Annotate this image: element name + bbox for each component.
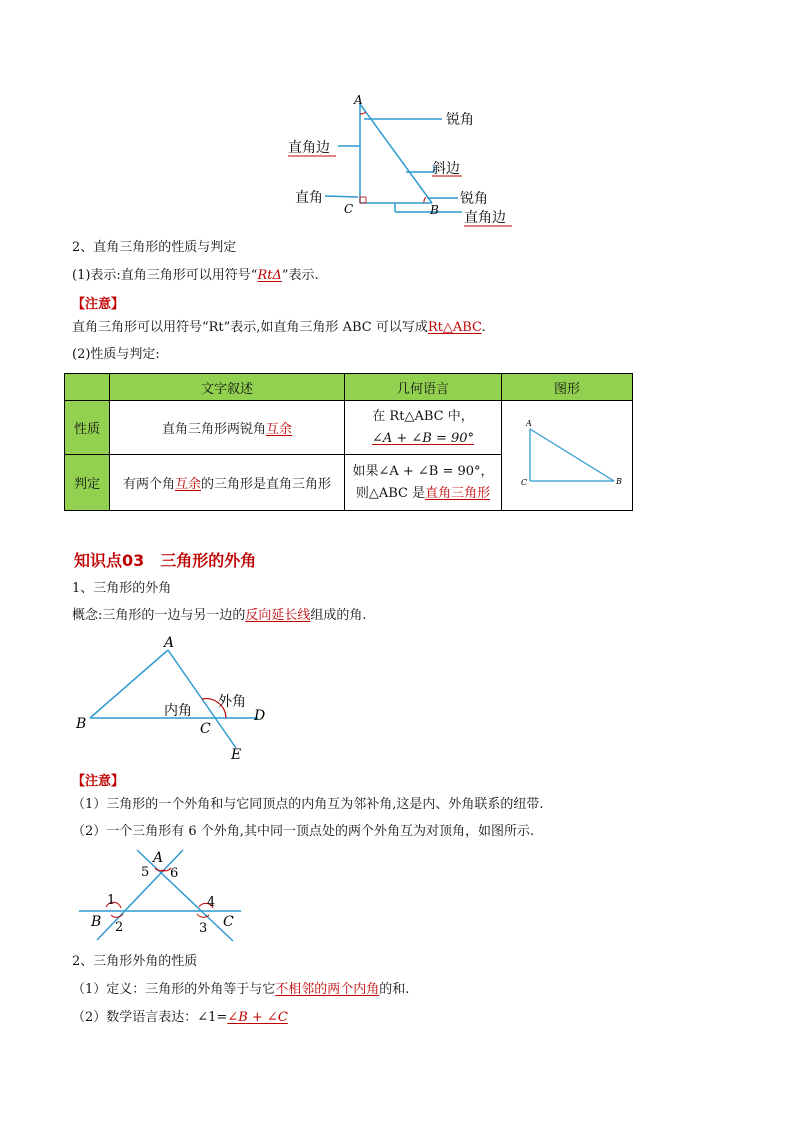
note2-line1: （1）三角形的一个外角和与它同顶点的内角互为邻补角,这是内、外角联系的纽带. — [72, 797, 544, 812]
label-3: 3 — [199, 921, 208, 936]
judgment-geometry — [345, 455, 502, 511]
note-label-2: 【注意】 — [72, 774, 125, 789]
section-title-exterior-property: 2、三角形外角的性质 — [72, 954, 198, 969]
label-b: B — [91, 914, 102, 930]
row-label-property: 性质 — [65, 401, 110, 455]
property-geo-line2: ∠A + ∠B = 90° — [371, 430, 475, 446]
table-fig-label-c: C — [521, 477, 528, 487]
note1-after: . — [481, 320, 486, 335]
table-fig-label-a: A — [526, 418, 532, 428]
judgment-text — [110, 455, 345, 511]
table-figure-cell — [502, 401, 633, 511]
pointer-right — [325, 196, 358, 197]
judgment-text-after: 的三角形是直角三角形 — [201, 477, 332, 492]
knowledge-point-heading: 知识点03 三角形的外角 — [74, 551, 257, 570]
label-4: 4 — [207, 895, 216, 910]
label-leg1: 直角边 — [288, 140, 330, 156]
concept-before: 概念:三角形的一边与另一边的 — [72, 608, 246, 623]
definition-underlined: 不相邻的两个内角 — [275, 982, 380, 997]
note2-line2: （2）一个三角形有 6 个外角,其中同一顶点处的两个外角互为对顶角，如图所示. — [72, 824, 535, 839]
label-e: E — [231, 747, 242, 763]
concept-after: 组成的角. — [310, 608, 367, 623]
expression-underlined: ∠B + ∠C — [227, 1010, 288, 1025]
paragraph-note-1 — [72, 320, 486, 336]
notation-before: (1)表示:直角三角形可以用符号“ — [72, 268, 258, 283]
table-row — [65, 401, 633, 455]
six-exterior-angles-figure — [75, 848, 245, 946]
label-d: D — [254, 708, 266, 724]
property-geo-line1: 在 Rt△ABC 中， — [372, 408, 474, 424]
note-label-1: 【注意】 — [72, 297, 125, 312]
label-acute-b: 锐角 — [460, 191, 488, 207]
paragraph-notation — [72, 268, 319, 284]
label-right-angle: 直角 — [295, 190, 323, 206]
definition-after: 的和. — [379, 982, 410, 997]
label-c: C — [223, 914, 234, 930]
label-c: C — [200, 721, 211, 737]
table-corner — [65, 374, 110, 401]
angle-b-arc — [424, 197, 426, 203]
judgment-geo-line2 — [349, 483, 497, 505]
property-geometry — [345, 401, 502, 455]
judgment-text-before: 有两个角 — [122, 477, 175, 492]
label-hypotenuse: 斜边 — [432, 161, 460, 177]
label-2: 2 — [115, 920, 124, 935]
label-5: 5 — [141, 865, 150, 880]
header-text-description: 文字叙述 — [110, 374, 345, 401]
label-interior-angle: 内角 — [164, 703, 192, 719]
label-b: B — [430, 203, 439, 217]
label-b: B — [76, 716, 87, 732]
property-text-before: 直角三角形两锐角 — [161, 422, 266, 437]
notation-after: ”表示. — [281, 268, 319, 283]
judgment-text-underlined: 互余 — [174, 477, 201, 492]
note1-underlined: Rt△ABC — [427, 320, 482, 335]
judgment-geo-before: 则△ABC 是 — [355, 485, 426, 501]
judgment-geo-underlined: 直角三角形 — [425, 485, 491, 501]
note1-before: 直角三角形可以用符号“Rt”表示,如直角三角形 ABC 可以写成 — [72, 320, 428, 335]
section-title-properties: 2、直角三角形的性质与判定 — [72, 240, 237, 255]
paragraph-properties-judgment: (2)性质与判定: — [72, 347, 160, 362]
label-exterior-angle: 外角 — [218, 694, 246, 710]
right-triangle-parts-figure — [280, 90, 540, 230]
exterior-angle-figure — [70, 630, 280, 765]
concept-underlined: 反向延长线 — [245, 608, 311, 623]
label-a: A — [153, 850, 164, 866]
properties-table — [64, 373, 633, 511]
label-a: A — [354, 93, 363, 107]
label-6: 6 — [170, 866, 179, 881]
table-header-row — [65, 374, 633, 401]
header-figure: 图形 — [502, 374, 633, 401]
label-leg2: 直角边 — [464, 210, 506, 226]
paragraph-concept — [72, 608, 367, 624]
angle-a-arc — [360, 112, 366, 114]
paragraph-expression — [72, 1010, 288, 1026]
paragraph-definition — [72, 982, 409, 998]
section-title-exterior-angle: 1、三角形的外角 — [72, 581, 172, 596]
row-label-judgment: 判定 — [65, 455, 110, 511]
judgment-geo-line1: 如果∠A + ∠B = 90°， — [352, 463, 494, 479]
table-right-triangle-figure — [512, 413, 622, 495]
label-acute-a: 锐角 — [446, 112, 474, 128]
expression-before: （2）数学语言表达：∠1= — [72, 1010, 228, 1025]
label-1: 1 — [107, 893, 116, 908]
table-fig-label-b: B — [616, 476, 622, 486]
label-c: C — [344, 202, 354, 216]
right-angle-mark — [360, 197, 366, 203]
side-ab — [90, 650, 168, 718]
property-text-underlined: 互余 — [266, 422, 293, 437]
label-a: A — [164, 635, 175, 651]
line-ac — [137, 850, 233, 941]
property-text — [110, 401, 345, 455]
header-geometric-language: 几何语言 — [345, 374, 502, 401]
notation-symbol: RtΔ — [257, 268, 282, 283]
definition-before: （1）定义：三角形的外角等于与它 — [72, 982, 276, 997]
